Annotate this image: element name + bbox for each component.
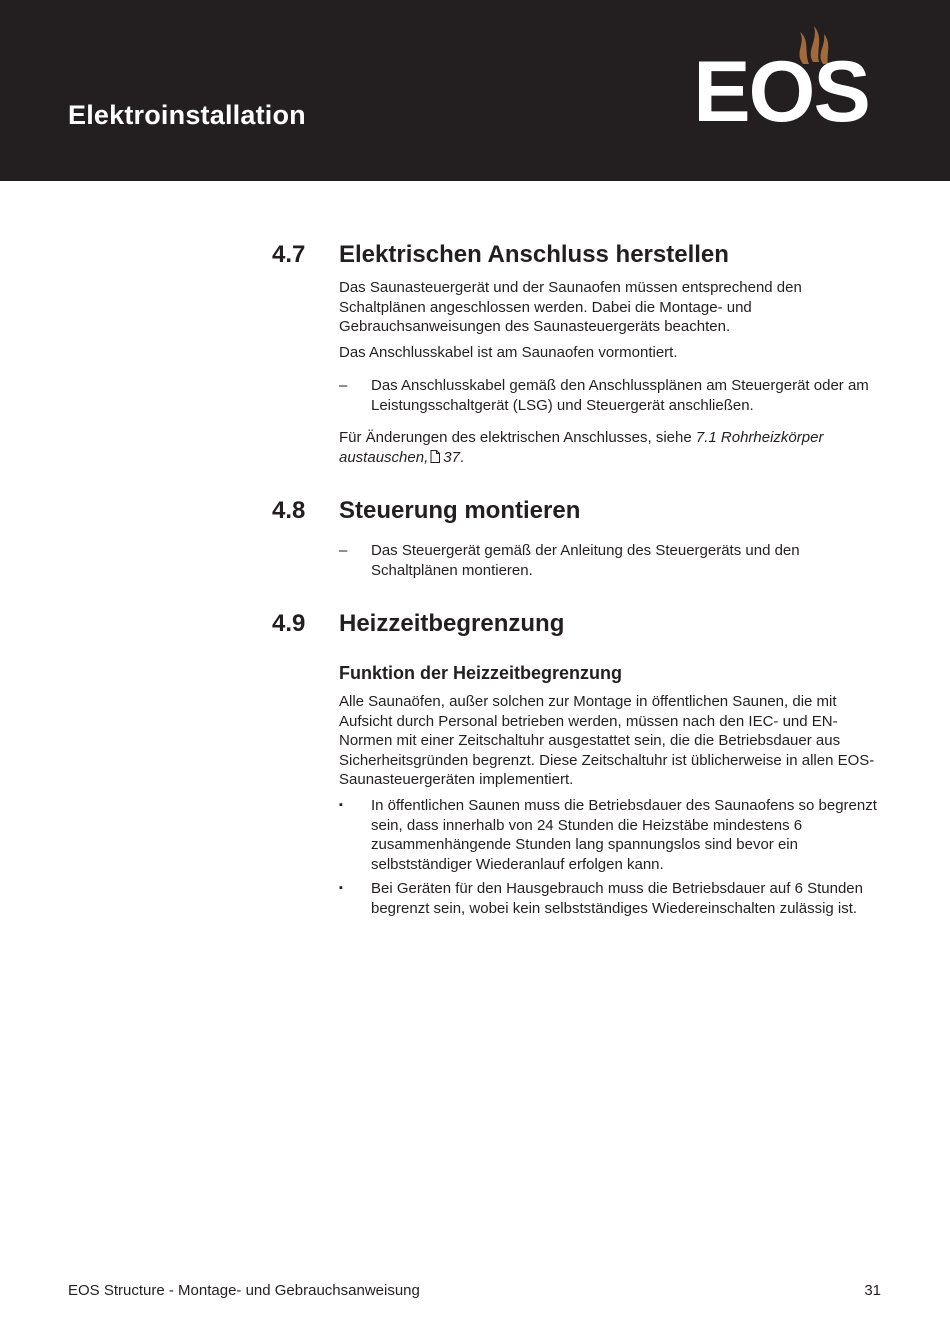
dash-marker: – — [339, 377, 348, 394]
paragraph: Das Saunasteuergerät und der Saunaofen müssen entsprechend den Schaltplänen angeschlossen werden. Dabei die Montage- und Gebrauchsanweisungen des Saunasteuergeräts beachten. — [339, 279, 802, 335]
bullet-marker: ▪ — [339, 882, 343, 894]
section-title: Elektrischen Anschluss herstellen — [339, 241, 729, 268]
page-header — [0, 0, 950, 181]
page-icon — [430, 450, 440, 463]
bullet-item — [339, 796, 884, 874]
bullet-item — [339, 879, 884, 918]
subsection-title: Funktion der Heizzeitbegrenzung — [339, 663, 623, 683]
section-number: 4.9 — [272, 610, 306, 637]
step-item — [339, 376, 884, 415]
bullet-marker: ▪ — [339, 799, 343, 811]
footer-document-title: EOS Structure - Montage- und Gebrauchsanweisung — [68, 1282, 420, 1299]
step-text: Das Steuergerät gemäß der Anleitung des Steuergeräts und den Schaltplänen montieren. — [371, 542, 800, 579]
step-text: Das Anschlusskabel gemäß den Anschlussplänen am Steuergerät oder am Leistungsschaltgerät (LSG) und Steuergerät anschließen. — [371, 377, 869, 414]
dash-marker: – — [339, 542, 348, 559]
section-title: Heizzeitbegrenzung — [339, 610, 565, 637]
paragraph: Alle Saunaöfen, außer solchen zur Montage in öffentlichen Saunen, die mit Aufsicht durch Personal betrieben werden, müssen nach den IEC- und EN-Normen mit einer Zeitschaltuhr ausgestattet sein, die die Betriebsdauer aus Sicherheitsgründen begrenzt. Diese Zeitschaltuhr ist üblicherweise in allen EOS-Saunasteuergeräten implementiert. — [339, 693, 875, 788]
bullet-text: Bei Geräten für den Hausgebrauch muss die Betriebsdauer auf 6 Stunden begrenzt sein, wobei kein selbstständiges Wiedereinschalten zulässig ist. — [371, 880, 863, 917]
section-number: 4.7 — [272, 241, 306, 268]
logo-wordmark: EOS — [693, 44, 869, 140]
reference-page: 37 — [443, 448, 460, 466]
chapter-title: Elektroinstallation — [68, 100, 306, 130]
eos-logo — [676, 14, 886, 140]
page-number: 31 — [864, 1282, 881, 1299]
paragraph: Das Anschlusskabel ist am Saunaofen vormontiert. — [339, 344, 678, 361]
reference-title: 7.1 Rohrheizkörper austauschen, — [339, 429, 824, 466]
note-text: Für Änderungen des elektrischen Anschlusses, siehe — [339, 429, 696, 446]
section-title: Steuerung montieren — [339, 497, 581, 524]
note-end: . — [459, 448, 465, 466]
bullet-text: In öffentlichen Saunen muss die Betriebsdauer des Saunaofens so begrenzt sein, dass innerhalb von 24 Stunden die Heizstäbe mindestens 6 zusammenhängende Stunden lang spannungslos sind bevor ein selbstständiger Wiederanlauf erfolgen kann. — [371, 797, 877, 873]
step-item — [339, 541, 884, 580]
cross-reference-note — [339, 428, 884, 467]
section-number: 4.8 — [272, 497, 306, 524]
